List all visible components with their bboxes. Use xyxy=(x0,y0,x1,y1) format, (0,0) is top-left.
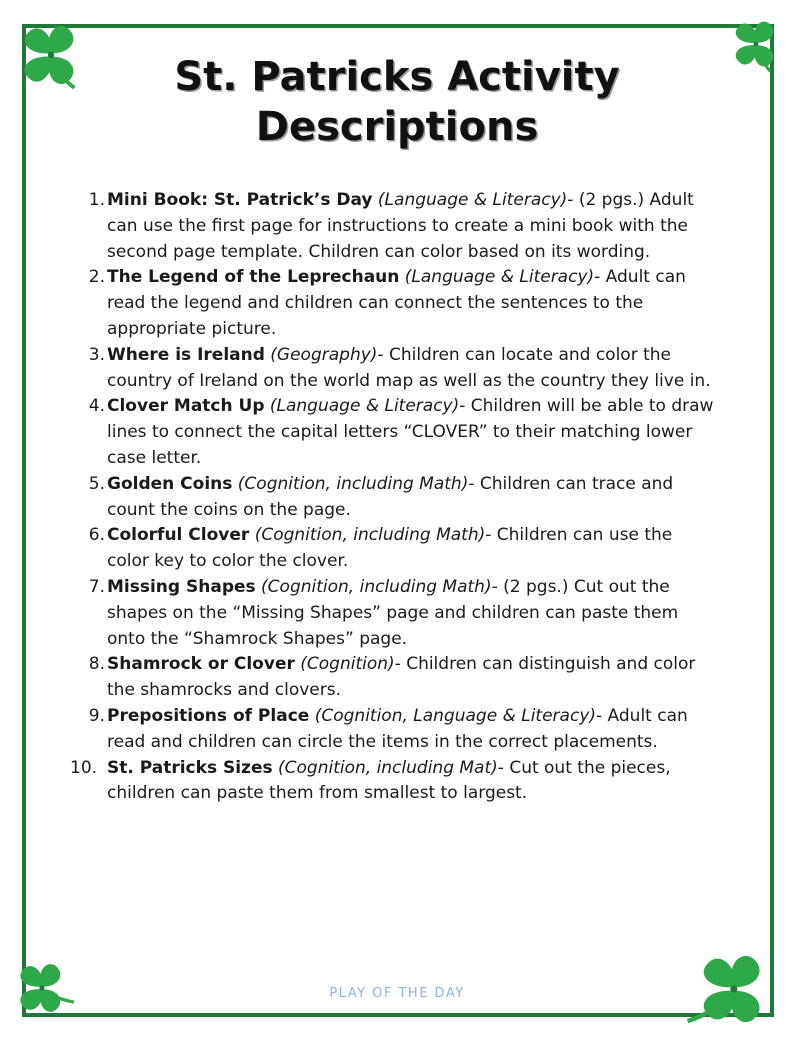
item-number: 10. xyxy=(70,757,98,778)
item-title: Colorful Clover xyxy=(107,525,250,546)
list-item xyxy=(78,472,718,524)
item-number: 3. xyxy=(88,344,105,365)
list-item xyxy=(78,652,718,704)
item-title: Where is Ireland xyxy=(107,344,265,365)
page-title-line-1: St. Patricks Activity xyxy=(174,54,620,100)
item-title: Mini Book: St. Patrick’s Day xyxy=(107,190,373,210)
item-description: - Adult can read the legend and children can connect the sentences to the appropriate picture. xyxy=(107,267,686,339)
item-title: Prepositions of Place xyxy=(107,705,310,726)
item-description: - Children can use the color key to color the clover. xyxy=(107,525,673,572)
item-category: (Language & Literacy) xyxy=(269,396,460,417)
page-title-line-2: Descriptions xyxy=(255,104,539,150)
item-description: - Cut out the pieces, children can paste them from smallest to largest. xyxy=(107,757,671,804)
item-number: 6. xyxy=(88,525,105,546)
item-category: (Cognition, including Math) xyxy=(237,473,469,494)
item-category: (Cognition, including Math) xyxy=(254,525,486,546)
item-description: - Children can distinguish and color the shamrocks and clovers. xyxy=(107,654,696,701)
item-category: (Language & Literacy) xyxy=(377,190,568,210)
item-category: (Language & Literacy) xyxy=(404,267,595,288)
item-description: - Children can locate and color the country of Ireland on the world map as well as the country they live in. xyxy=(107,344,711,391)
item-number: 7. xyxy=(88,576,105,597)
item-title: Missing Shapes xyxy=(107,576,256,597)
item-category: (Cognition, including Math) xyxy=(261,576,492,597)
item-description: - Children can trace and count the coins on the page. xyxy=(107,473,674,520)
item-category: (Cognition, including Mat) xyxy=(278,757,498,778)
footer-brand: PLAY OF THE DAY xyxy=(329,986,465,1001)
item-description: - (2 pgs.) Adult can use the first page for instructions to create a mini book with the second page template. Children can color based on its wording. xyxy=(107,190,694,262)
item-description: - Children will be able to draw lines to connect the capital letters “CLOVER” to their matching lower case letter. xyxy=(107,396,714,468)
item-title: Golden Coins xyxy=(107,473,233,494)
list-item xyxy=(78,704,718,756)
item-title: The Legend of the Leprechaun xyxy=(107,267,400,288)
list-item xyxy=(78,523,718,575)
list-item xyxy=(78,265,718,342)
item-category: (Cognition, Language & Literacy) xyxy=(314,705,597,726)
item-number: 9. xyxy=(88,705,105,726)
page-title xyxy=(0,52,794,152)
list-item xyxy=(70,756,718,808)
item-description: - Adult can read and children can circle the items in the correct placements. xyxy=(107,705,688,752)
item-title: Shamrock or Clover xyxy=(107,654,295,675)
item-number: 4. xyxy=(88,396,105,417)
item-category: (Cognition) xyxy=(300,654,395,675)
activity-list xyxy=(70,188,718,807)
item-category: (Geography) xyxy=(270,344,378,365)
item-number: 1. xyxy=(88,190,105,210)
item-description: - (2 pgs.) Cut out the shapes on the “Missing Shapes” page and children can paste them onto the “Shamrock Shapes” page. xyxy=(107,576,679,649)
item-number: 8. xyxy=(88,654,105,675)
item-title: St. Patricks Sizes xyxy=(107,757,273,778)
item-number: 5. xyxy=(88,473,105,494)
item-title: Clover Match Up xyxy=(107,396,265,417)
list-item xyxy=(78,343,718,395)
item-number: 2. xyxy=(88,267,105,288)
list-item xyxy=(78,394,718,471)
list-item xyxy=(78,188,718,265)
list-item xyxy=(78,575,718,652)
